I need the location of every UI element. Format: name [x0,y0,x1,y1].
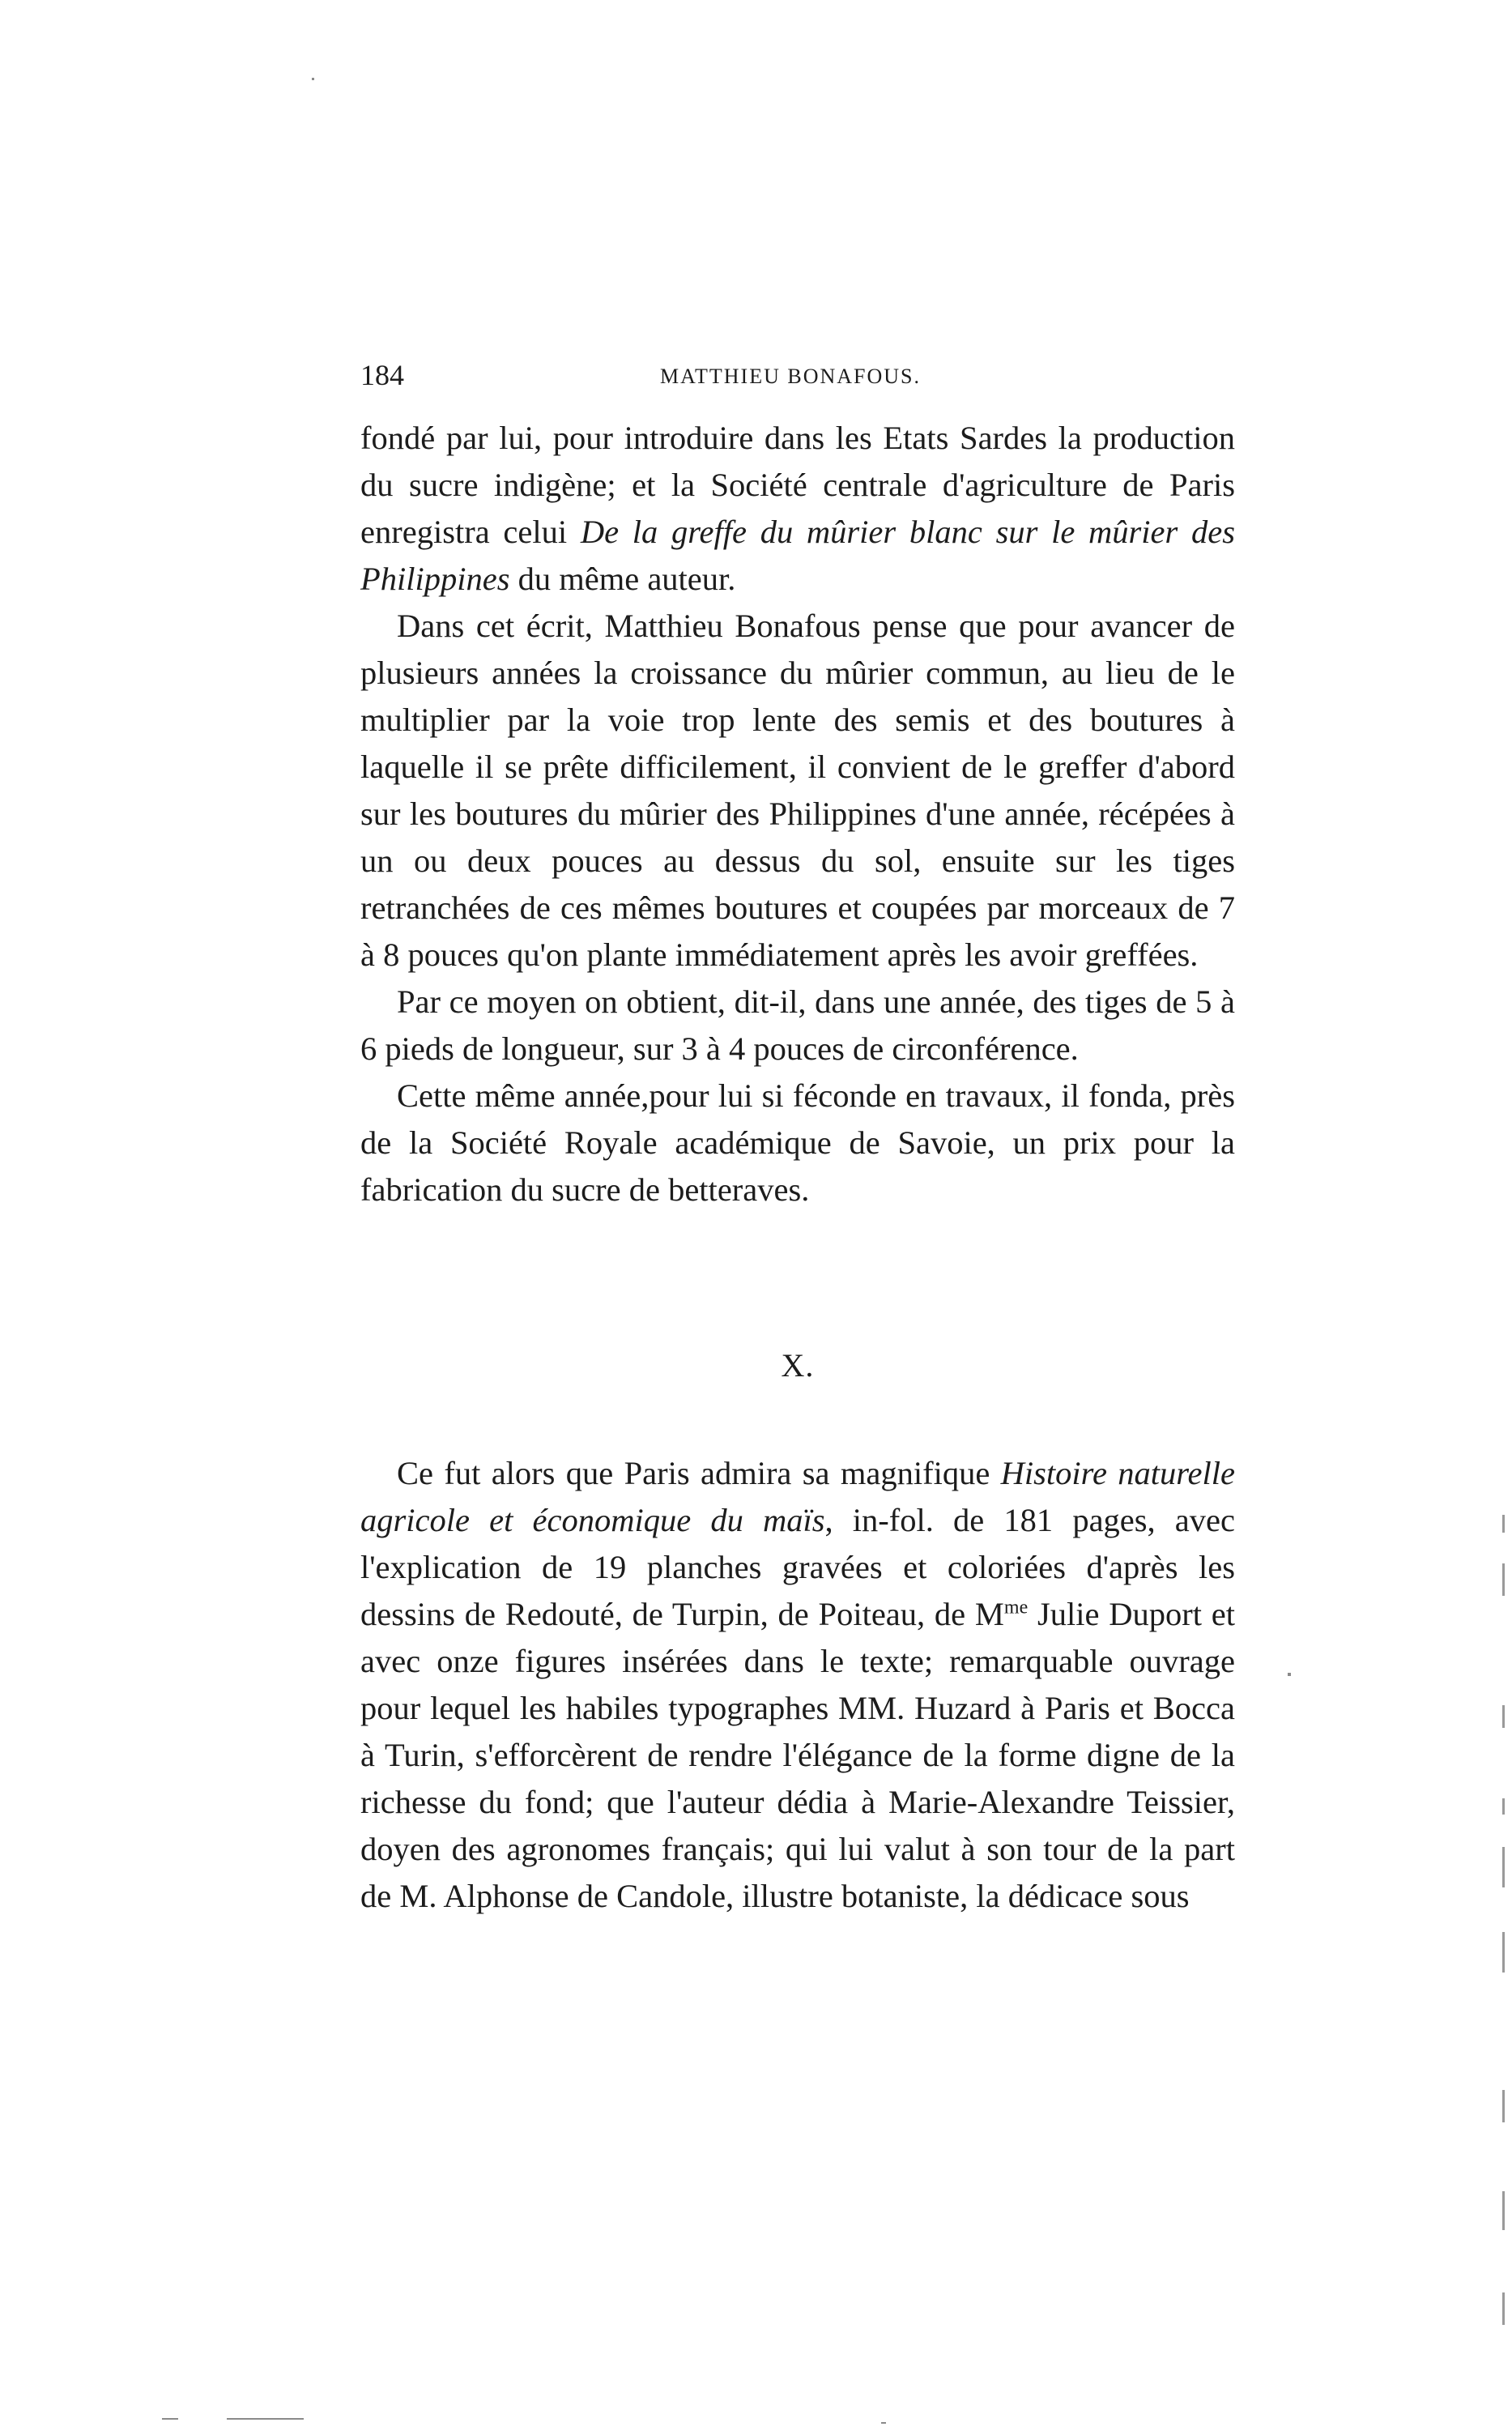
text-run: , in-fol. de 181 pages, avec l'explication de 19 planches gravées et coloriées d'après les dessins de Redouté, de Turpin, de Poiteau, de M [360,1502,1235,1632]
scan-edge-mark [1502,1847,1505,1887]
scan-edge-mark [1502,1932,1505,1973]
scan-edge-mark [1502,1798,1505,1815]
scan-edge-mark [1502,1563,1505,1596]
text-run: fondé par lui, pour introduire dans les Etats Sardes la production du sucre indigène; et la Société centrale d'agriculture de Paris enregistra celui [360,420,1235,550]
text-run: Julie Duport et avec onze figures insérées dans le texte; remarquable ouvrage pour lequel les habiles typographes MM. Huzard à Paris et Bocca à Turin, s'efforcèrent de rendre l'élégance de la forme digne de la richesse du fond; que l'auteur dédia à Marie-Alexandre Teissier, doyen des agronomes français; qui lui valut à son tour de la part de M. Alphonse de Candole, illustre botaniste, la dédicace sous [360,1596,1235,1914]
scan-speck [881,2422,886,2424]
italic-title-run: De la greffe du mûrier blanc sur le mûrier des Philippines [360,514,1235,597]
text-run: Ce fut alors que Paris admira sa magnifique [397,1455,1001,1491]
scan-edge-mark [1502,2191,1505,2230]
section-heading: X. [781,1347,815,1384]
scan-speck [227,2418,304,2420]
scan-speck [1288,1673,1291,1676]
text-block-before-section [360,415,1235,1213]
paragraph [360,979,1235,1073]
text-block-section-x [360,1450,1235,1920]
scan-edge-mark [1502,2292,1505,2325]
text-run: Dans cet écrit, Matthieu Bonafous pense que pour avancer de plusieurs années la croissance du mûrier commun, au lieu de le multiplier par la voie trop lente des semis et des boutures à laquelle il se prête difficilement, il convient de le greffer d'abord sur les boutures du mûrier des Philippines d'une année, récépées à un ou deux pouces au dessus du sol, ensuite sur les tiges retranchées de ces mêmes boutures et coupées par morceaux de 7 à 8 pouces qu'on plante immédiatement après les avoir greffées. [360,608,1235,973]
scan-edge-mark [1502,1515,1505,1533]
text-run: du même auteur. [509,561,736,597]
scan-edge-mark [1502,2090,1505,2122]
running-head: MATTHIEU BONAFOUS. [660,365,922,388]
paragraph [360,1450,1235,1920]
scan-speck [312,78,314,80]
page-number: 184 [360,359,404,391]
paragraph [360,1073,1235,1213]
text-run: me [1003,1597,1029,1619]
paragraph [360,603,1235,979]
paragraph [360,415,1235,603]
text-run: Par ce moyen on obtient, dit-il, dans une année, des tiges de 5 à 6 pieds de longueur, sur 3 à 4 pouces de circonférence. [360,983,1235,1067]
text-run: Cette même année,pour lui si féconde en travaux, il fonda, près de la Société Royale académique de Savoie, un prix pour la fabrication du sucre de betteraves. [360,1077,1235,1208]
scan-speck [162,2418,178,2420]
scan-edge-mark [1502,1705,1505,1728]
italic-title-run: Histoire naturelle agricole et économique du maïs [360,1455,1235,1538]
page-header [360,358,1235,399]
